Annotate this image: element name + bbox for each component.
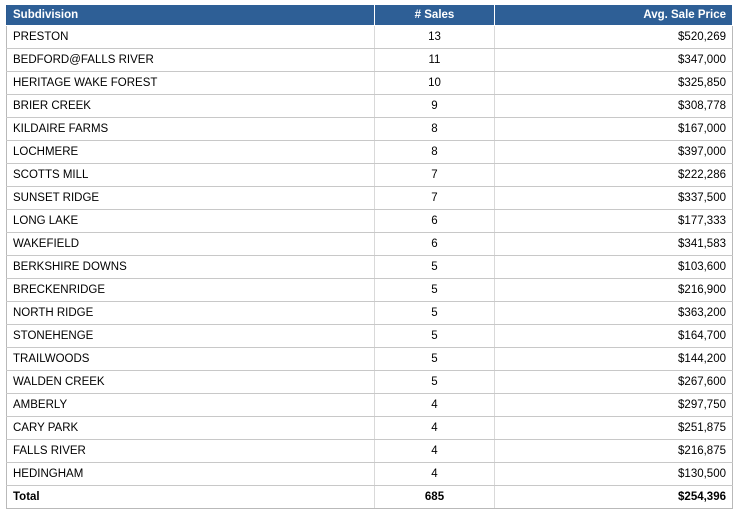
cell-sales-count: 8 (375, 141, 495, 164)
table-row[interactable] (7, 348, 733, 371)
cell-subdivision: LONG LAKE (7, 210, 375, 233)
table-row[interactable] (7, 72, 733, 95)
cell-subdivision: AMBERLY (7, 394, 375, 417)
cell-subdivision: SCOTTS MILL (7, 164, 375, 187)
table-row[interactable] (7, 141, 733, 164)
table-row[interactable] (7, 118, 733, 141)
subdivision-sales-table (6, 4, 733, 509)
column-header-subdivision[interactable]: Subdivision (7, 5, 375, 26)
table-total-row (7, 486, 733, 509)
table-row[interactable] (7, 256, 733, 279)
table-row[interactable] (7, 187, 733, 210)
table-row[interactable] (7, 164, 733, 187)
cell-avg-sale-price: $347,000 (495, 49, 733, 72)
cell-subdivision: HERITAGE WAKE FOREST (7, 72, 375, 95)
column-header-sales[interactable]: # Sales (375, 5, 495, 26)
cell-avg-sale-price: $130,500 (495, 463, 733, 486)
table-body (7, 26, 733, 509)
table-row[interactable] (7, 210, 733, 233)
cell-sales-count: 7 (375, 187, 495, 210)
table-header-row (7, 5, 733, 26)
cell-sales-count: 8 (375, 118, 495, 141)
cell-sales-count: 5 (375, 348, 495, 371)
cell-sales-count: 7 (375, 164, 495, 187)
cell-sales-count: 9 (375, 95, 495, 118)
table-row[interactable] (7, 394, 733, 417)
table-row[interactable] (7, 26, 733, 49)
table-row[interactable] (7, 371, 733, 394)
cell-subdivision: WAKEFIELD (7, 233, 375, 256)
cell-subdivision: CARY PARK (7, 417, 375, 440)
cell-avg-sale-price: $177,333 (495, 210, 733, 233)
cell-avg-sale-price: $216,900 (495, 279, 733, 302)
table-row[interactable] (7, 417, 733, 440)
cell-avg-sale-price: $144,200 (495, 348, 733, 371)
table-row[interactable] (7, 463, 733, 486)
cell-sales-count: 4 (375, 417, 495, 440)
cell-subdivision: LOCHMERE (7, 141, 375, 164)
cell-avg-sale-price: $222,286 (495, 164, 733, 187)
cell-avg-sale-price: $103,600 (495, 256, 733, 279)
cell-subdivision: STONEHENGE (7, 325, 375, 348)
cell-subdivision: BRIER CREEK (7, 95, 375, 118)
cell-sales-count: 6 (375, 210, 495, 233)
cell-subdivision: PRESTON (7, 26, 375, 49)
cell-avg-sale-price: $337,500 (495, 187, 733, 210)
cell-sales-count: 5 (375, 279, 495, 302)
cell-subdivision: BEDFORD@FALLS RIVER (7, 49, 375, 72)
cell-avg-sale-price: $167,000 (495, 118, 733, 141)
cell-subdivision: HEDINGHAM (7, 463, 375, 486)
cell-subdivision: BRECKENRIDGE (7, 279, 375, 302)
cell-sales-count: 4 (375, 463, 495, 486)
total-avg-sale-price: $254,396 (495, 486, 733, 509)
cell-sales-count: 5 (375, 325, 495, 348)
cell-sales-count: 11 (375, 49, 495, 72)
cell-avg-sale-price: $297,750 (495, 394, 733, 417)
cell-avg-sale-price: $308,778 (495, 95, 733, 118)
cell-avg-sale-price: $341,583 (495, 233, 733, 256)
cell-avg-sale-price: $267,600 (495, 371, 733, 394)
table-row[interactable] (7, 95, 733, 118)
table-row[interactable] (7, 279, 733, 302)
cell-sales-count: 10 (375, 72, 495, 95)
table-row[interactable] (7, 49, 733, 72)
table-header (7, 5, 733, 26)
cell-avg-sale-price: $397,000 (495, 141, 733, 164)
cell-subdivision: BERKSHIRE DOWNS (7, 256, 375, 279)
table-row[interactable] (7, 325, 733, 348)
cell-subdivision: TRAILWOODS (7, 348, 375, 371)
cell-avg-sale-price: $363,200 (495, 302, 733, 325)
cell-subdivision: WALDEN CREEK (7, 371, 375, 394)
column-header-avg-sale-price[interactable]: Avg. Sale Price (495, 5, 733, 26)
cell-avg-sale-price: $520,269 (495, 26, 733, 49)
cell-subdivision: NORTH RIDGE (7, 302, 375, 325)
cell-subdivision: KILDAIRE FARMS (7, 118, 375, 141)
cell-avg-sale-price: $164,700 (495, 325, 733, 348)
cell-sales-count: 4 (375, 440, 495, 463)
table-row[interactable] (7, 233, 733, 256)
cell-avg-sale-price: $325,850 (495, 72, 733, 95)
cell-avg-sale-price: $216,875 (495, 440, 733, 463)
cell-sales-count: 6 (375, 233, 495, 256)
table-row[interactable] (7, 440, 733, 463)
cell-avg-sale-price: $251,875 (495, 417, 733, 440)
cell-subdivision: FALLS RIVER (7, 440, 375, 463)
cell-sales-count: 4 (375, 394, 495, 417)
cell-sales-count: 5 (375, 256, 495, 279)
cell-subdivision: SUNSET RIDGE (7, 187, 375, 210)
total-sales-count: 685 (375, 486, 495, 509)
cell-sales-count: 5 (375, 302, 495, 325)
total-label: Total (7, 486, 375, 509)
cell-sales-count: 5 (375, 371, 495, 394)
table-row[interactable] (7, 302, 733, 325)
cell-sales-count: 13 (375, 26, 495, 49)
